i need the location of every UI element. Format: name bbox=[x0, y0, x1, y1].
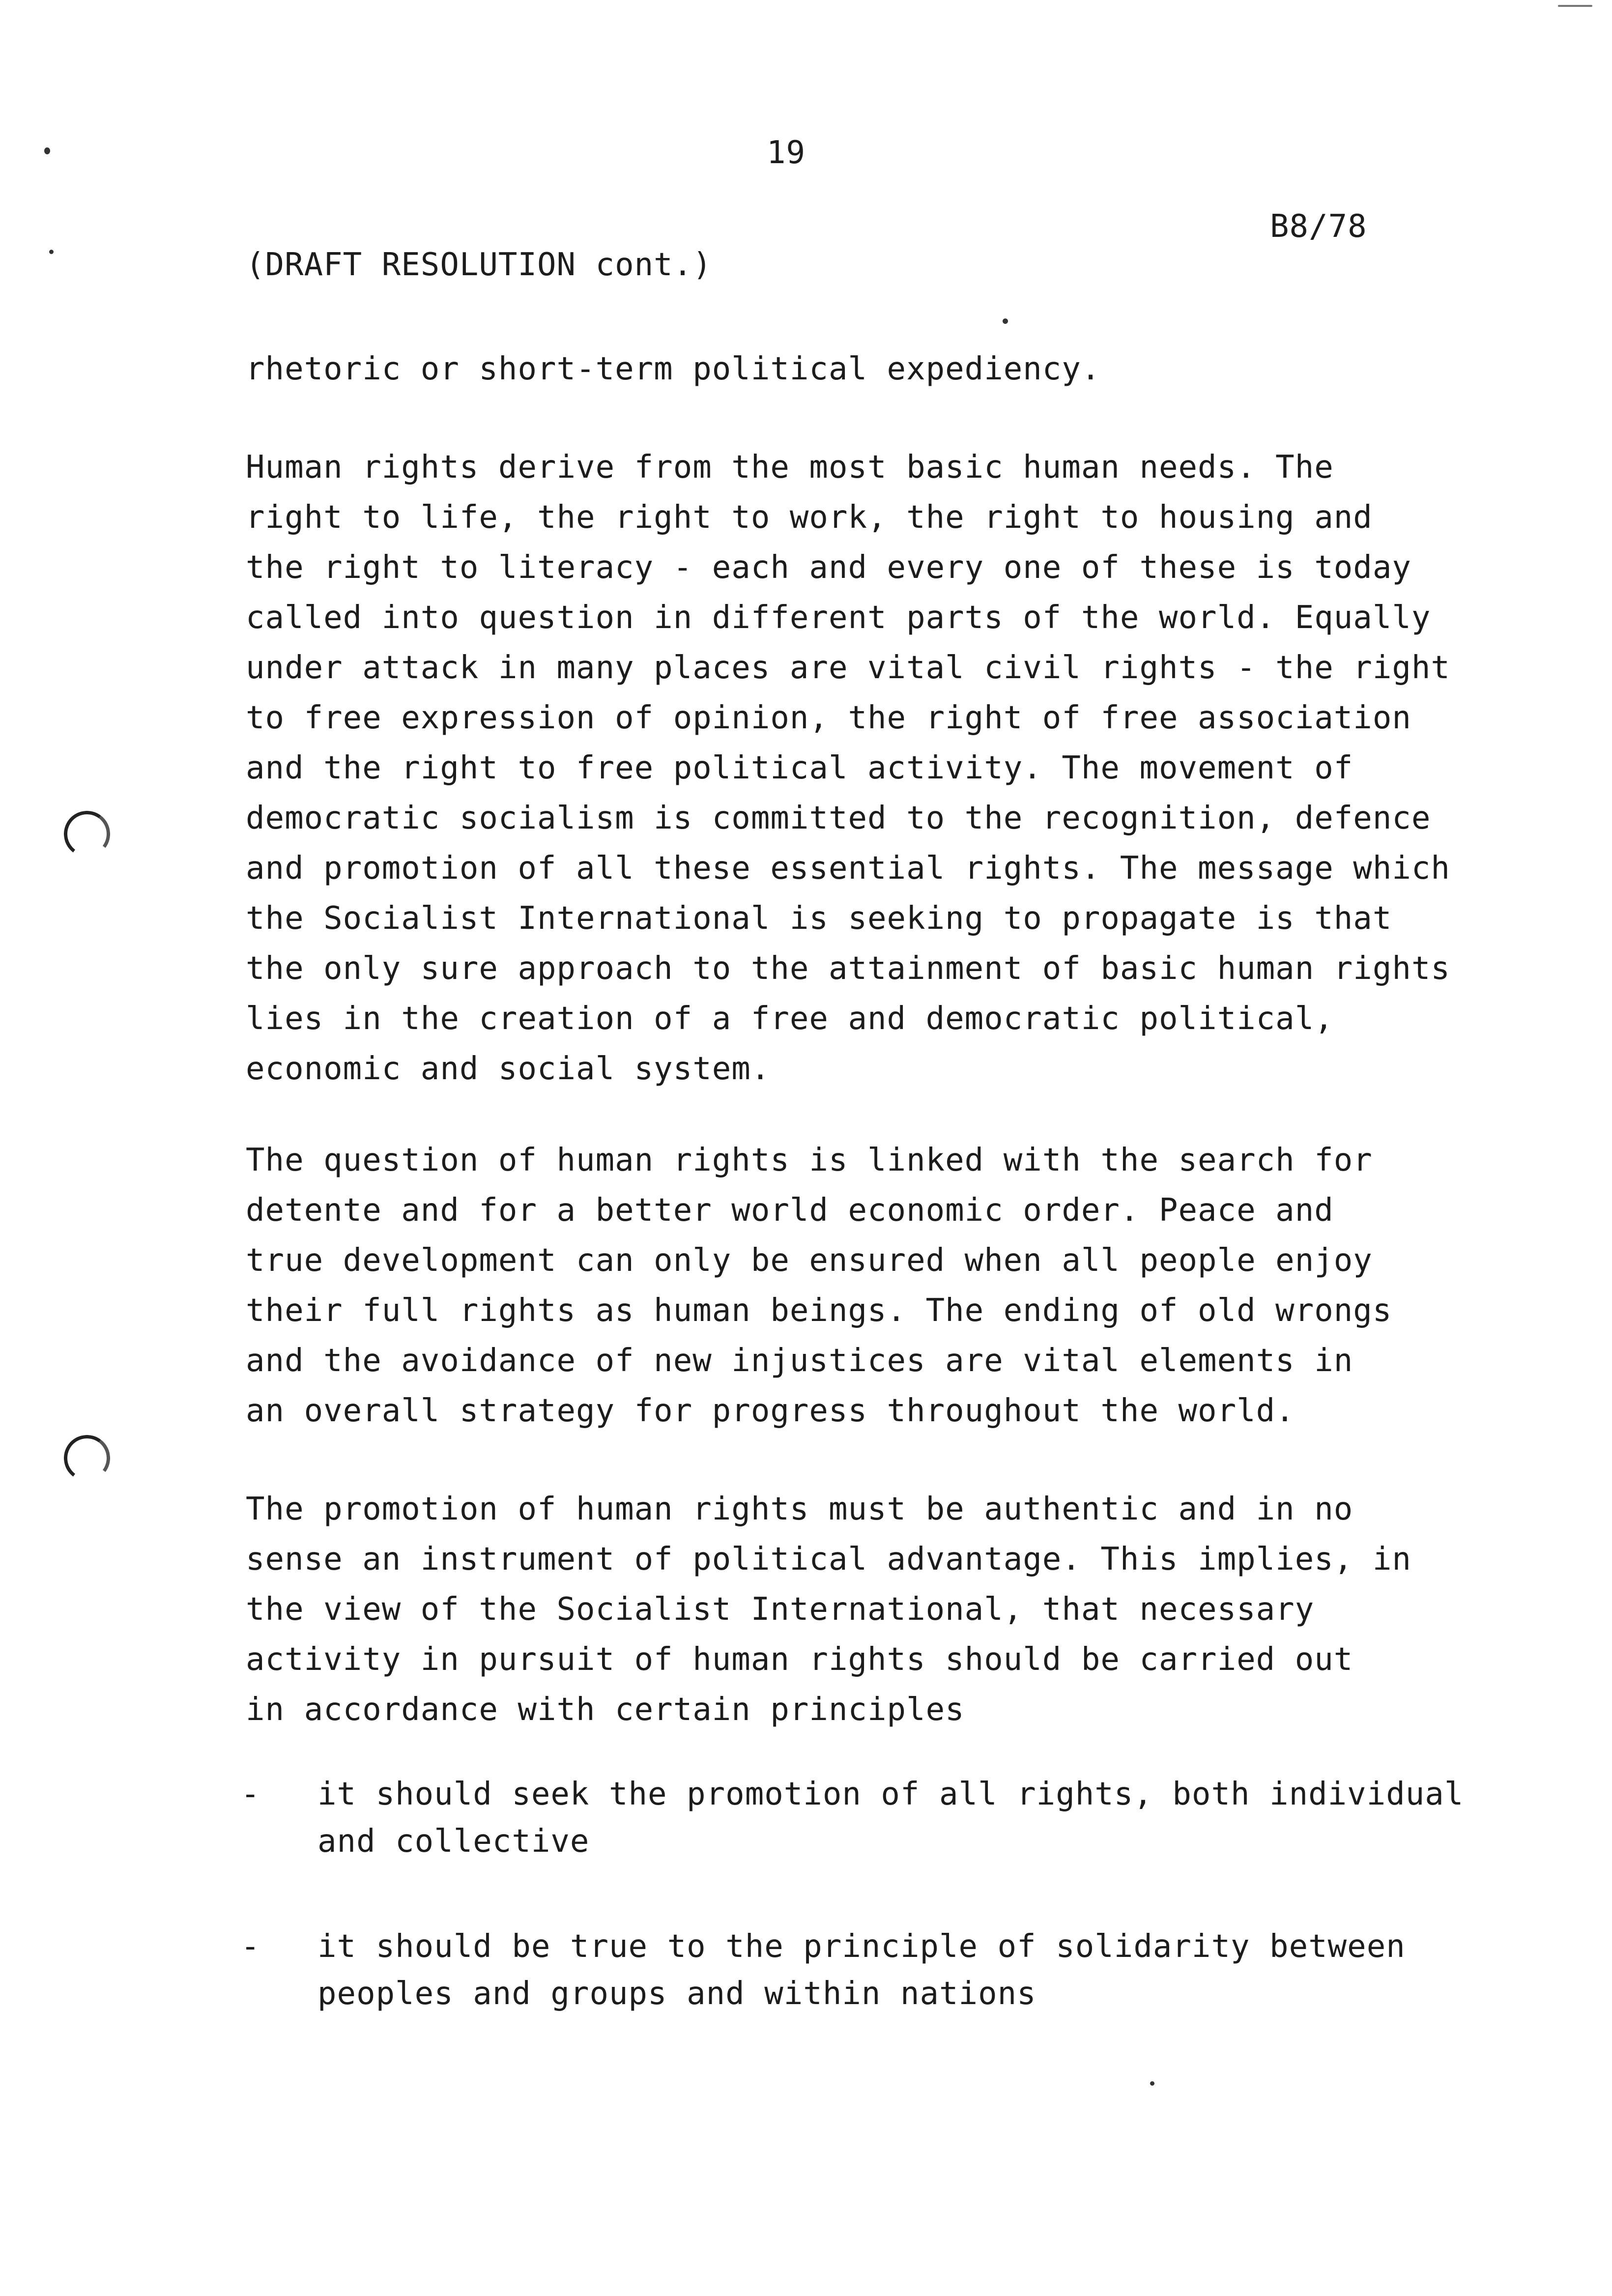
punch-hole-mark bbox=[61, 808, 113, 860]
text-line: lies in the creation of a free and democratic political, bbox=[246, 1001, 1334, 1037]
scan-speck bbox=[44, 147, 50, 154]
text-line: The promotion of human rights must be authentic and in no bbox=[246, 1491, 1353, 1527]
scan-speck bbox=[49, 250, 54, 254]
scan-speck bbox=[1558, 5, 1592, 7]
text-line: activity in pursuit of human rights should be carried out bbox=[246, 1641, 1353, 1678]
document-reference: B8/78 bbox=[1270, 208, 1367, 245]
text-line: an overall strategy for progress throughout the world. bbox=[246, 1393, 1295, 1429]
text-line: called into question in different parts of the world. Equally bbox=[246, 600, 1431, 636]
text-line: under attack in many places are vital civil rights - the right bbox=[246, 650, 1450, 686]
scan-speck bbox=[1003, 318, 1008, 324]
text-line: the only sure approach to the attainment of basic human rights bbox=[246, 950, 1450, 987]
paragraph bbox=[246, 1135, 1392, 1436]
text-line: in accordance with certain principles bbox=[246, 1692, 965, 1728]
text-line: detente and for a better world economic order. Peace and bbox=[246, 1192, 1334, 1229]
punch-hole-mark bbox=[61, 1432, 113, 1484]
text-line: and the right to free political activity. The movement of bbox=[246, 750, 1353, 786]
text-line: and promotion of all these essential rights. The message which bbox=[246, 850, 1450, 887]
text-line: true development can only be ensured when all people enjoy bbox=[246, 1242, 1373, 1279]
page-number: 19 bbox=[767, 135, 806, 171]
text-line: right to life, the right to work, the right to housing and bbox=[246, 499, 1373, 536]
text-line: the Socialist International is seeking to propagate is that bbox=[246, 900, 1392, 937]
text-line: it should seek the promotion of all rights, both individual bbox=[317, 1776, 1464, 1812]
continuation-header: (DRAFT RESOLUTION cont.) bbox=[246, 247, 712, 283]
paragraph bbox=[246, 1484, 1411, 1735]
text-line: sense an instrument of political advantage. This implies, in bbox=[246, 1541, 1411, 1578]
bullet-text bbox=[317, 1769, 1464, 1864]
text-line: it should be true to the principle of solidarity between bbox=[317, 1928, 1406, 1965]
text-line: democratic socialism is committed to the recognition, defence bbox=[246, 800, 1431, 836]
text-line: their full rights as human beings. The ending of old wrongs bbox=[246, 1292, 1392, 1329]
paragraph bbox=[246, 442, 1450, 1094]
bullet-dash: - bbox=[241, 1776, 260, 1812]
text-line: the right to literacy - each and every one of these is today bbox=[246, 549, 1411, 586]
scan-speck bbox=[1150, 2081, 1154, 2086]
text-line: to free expression of opinion, the right of free association bbox=[246, 700, 1411, 736]
paragraph bbox=[246, 344, 1100, 394]
bullet-dash: - bbox=[241, 1928, 260, 1965]
text-line: and collective bbox=[317, 1823, 590, 1860]
text-line: The question of human rights is linked with the search for bbox=[246, 1142, 1373, 1178]
text-line: and the avoidance of new injustices are vital elements in bbox=[246, 1343, 1353, 1379]
text-line: Human rights derive from the most basic human needs. The bbox=[246, 449, 1334, 486]
text-line: rhetoric or short-term political expediency. bbox=[246, 351, 1101, 387]
text-line: peoples and groups and within nations bbox=[317, 1976, 1036, 2012]
bullet-text bbox=[317, 1922, 1406, 2016]
text-line: the view of the Socialist International, that necessary bbox=[246, 1591, 1315, 1628]
text-line: economic and social system. bbox=[246, 1051, 771, 1087]
